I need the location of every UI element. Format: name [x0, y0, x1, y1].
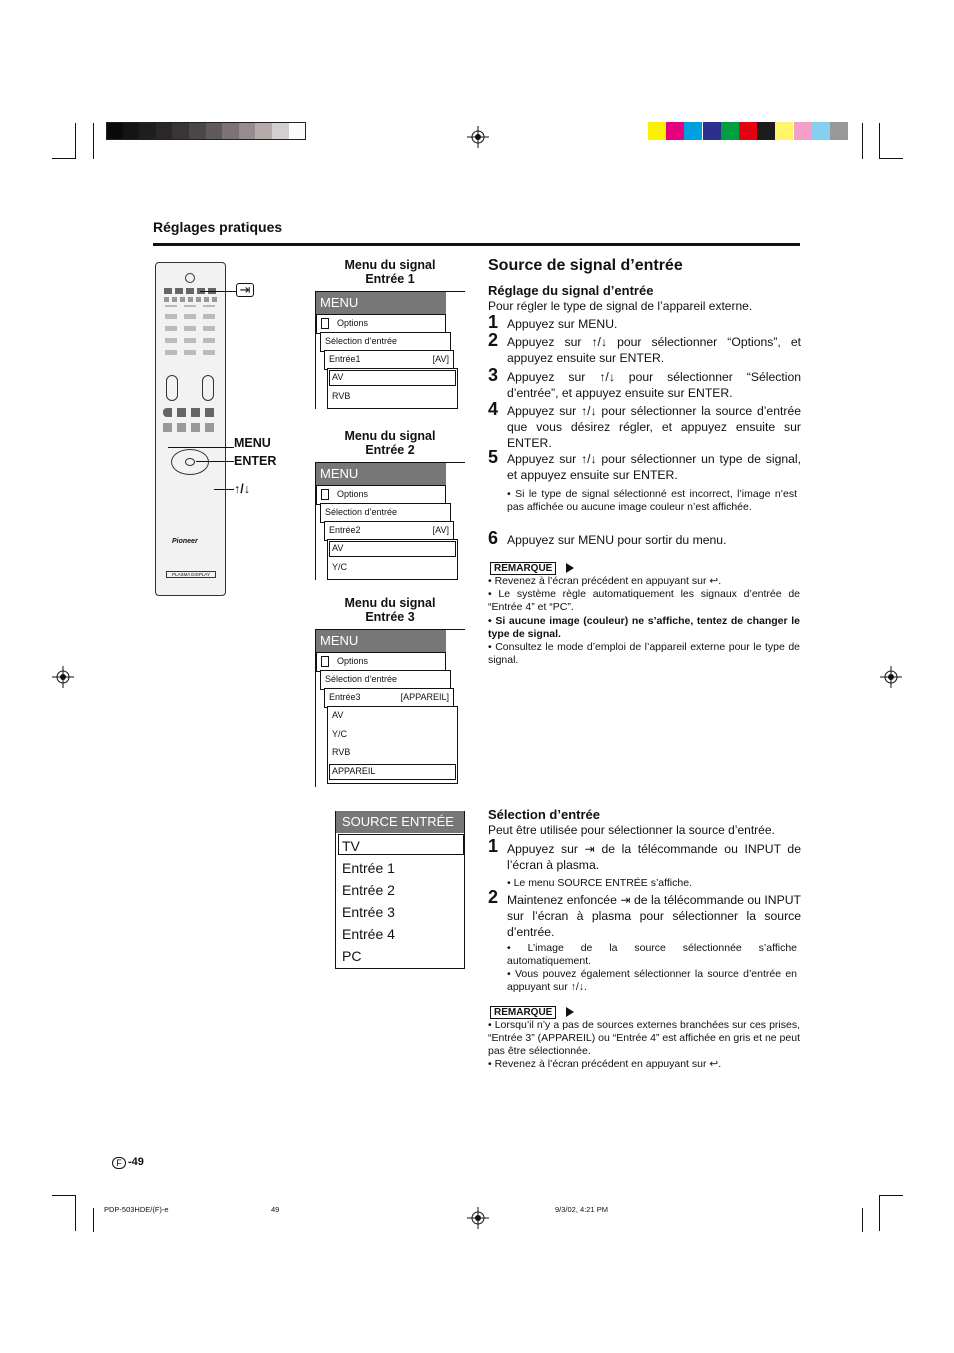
signal-type-item: RVB — [332, 747, 351, 757]
source-menu-item: Entrée 2 — [342, 882, 395, 898]
menu-caption — [310, 429, 470, 457]
menu-buttons-row — [163, 423, 219, 432]
crop-mark — [93, 123, 94, 159]
menu-caption-line: Entrée 1 — [365, 272, 415, 286]
source-menu-item: Entrée 1 — [342, 860, 395, 876]
color-buttons-row — [163, 408, 219, 417]
selection-step-1-text: Appuyez sur ⇥ de la télécommande ou INPUT de l’écran à plasma. — [507, 842, 801, 872]
entry-box — [324, 350, 454, 370]
section-heading: Réglages pratiques — [153, 219, 283, 235]
menu-caption-line: Entrée 3 — [365, 610, 415, 624]
crop-mark — [93, 1208, 94, 1232]
entry-value: [APPAREIL] — [400, 692, 449, 702]
input-button-icon: ⇥ — [236, 283, 254, 297]
selection-note: • Lorsqu’il n’y a pas de sources externes branchées sur ces prises, “Entrée 3” (APPAREIL) ou “Entrée 4” est affichée en gris et ne peut pas être sélectionnée. — [488, 1019, 800, 1057]
selection-box — [320, 332, 451, 352]
selection-remarque-label: REMARQUE — [490, 1006, 556, 1019]
reglage-note: • Si aucune image (couleur) ne s’affiche, tentez de changer le type de signal. — [488, 615, 801, 640]
menu-header: MENU — [316, 292, 446, 314]
crop-mark — [862, 1208, 863, 1232]
step-text: Appuyez sur MENU pour sortir du menu. — [507, 533, 727, 547]
crop-mark — [75, 123, 76, 159]
source-menu-item: TV — [342, 838, 360, 854]
menu-caption-line: Menu du signal — [344, 429, 436, 443]
options-icon — [321, 489, 329, 500]
step-text: Appuyez sur ↑/↓ pour sélectionner “Sélection d’entrée”, et appuyez ensuite sur ENTER. — [507, 370, 801, 400]
color-swatch — [721, 122, 739, 140]
selection-label: Sélection d’entrée — [325, 336, 398, 346]
power-button — [185, 273, 195, 283]
enter-key — [185, 458, 195, 466]
step-number: 1 — [488, 312, 499, 332]
color-swatch — [794, 122, 812, 140]
signal-type-item: AV — [332, 543, 344, 553]
remarque-arrow-icon — [566, 1007, 574, 1017]
options-icon — [321, 656, 329, 667]
step-5-bullet: • Si le type de signal sélectionné est incorrect, l’image n’est pas affichée ou aucune image couleur n’est affichée. — [507, 488, 797, 513]
menu-callout-line — [168, 447, 234, 448]
signal-type-item: AV — [332, 372, 344, 382]
remote-control — [155, 262, 226, 596]
selection-step-2-bullet: • L’image de la source sélectionnée s’affiche automatiquement. — [507, 942, 798, 967]
page-number: -49 — [128, 1156, 144, 1168]
color-swatch — [812, 122, 830, 140]
page-letter-badge: F — [112, 1157, 126, 1169]
color-swatch — [648, 122, 666, 140]
menu-caption — [310, 258, 470, 286]
remarque-arrow-icon — [566, 563, 574, 573]
entry-label: Entrée2 — [329, 525, 361, 535]
reglage-subtitle: Réglage du signal d’entrée — [488, 283, 654, 298]
selection-box — [320, 503, 451, 523]
entry-value: [AV] — [432, 354, 449, 364]
crop-mark — [879, 123, 880, 159]
entry-label: Entrée3 — [329, 692, 361, 702]
color-swatch — [666, 122, 684, 140]
reglage-note: • Le système règle automatiquement les signaux d’entrée de “Entrée 4” et “PC”. — [488, 588, 800, 613]
menu-caption-line: Menu du signal — [344, 258, 436, 272]
arrows-callout: ↑/↓ — [234, 482, 250, 496]
selection-step-1-number: 1 — [488, 836, 499, 856]
input-callout-line — [200, 291, 236, 292]
footer-page: 49 — [271, 1205, 280, 1214]
options-box — [316, 485, 446, 505]
step-text: Appuyez sur ↑/↓ pour sélectionner un type de signal, et appuyez ensuite sur ENTER. — [507, 452, 801, 482]
color-swatch — [830, 122, 848, 140]
selection-subtitle: Sélection d’entrée — [488, 807, 600, 822]
step-number: 3 — [488, 365, 499, 385]
menu-caption-line: Menu du signal — [344, 596, 436, 610]
header-rule — [153, 243, 800, 246]
menu-header: MENU — [316, 463, 446, 485]
step-text: Appuyez sur ↑/↓ pour sélectionner “Options”, et appuyez ensuite sur ENTER. — [507, 335, 801, 365]
arrows-callout-line — [214, 489, 234, 490]
signal-type-item: Y/C — [332, 728, 348, 739]
menu-header: MENU — [316, 630, 446, 652]
options-label: Options — [337, 656, 369, 666]
signal-type-item: RVB — [332, 390, 351, 401]
color-swatch — [757, 122, 775, 140]
selection-step-2-text: Maintenez enfoncée ⇥ de la télécommande ou INPUT sur l’écran à plasma pour sélectionner la source d’entrée. — [507, 893, 801, 939]
step-text: Appuyez sur MENU. — [507, 317, 618, 331]
signal-type-item: AV — [332, 710, 344, 720]
reglage-remarque-label: REMARQUE — [490, 562, 556, 575]
selection-label: Sélection d’entrée — [325, 507, 398, 517]
options-label: Options — [337, 489, 369, 499]
options-icon — [321, 318, 329, 329]
step-number: 6 — [488, 528, 499, 548]
reglage-intro: Pour régler le type de signal de l’appareil externe. — [488, 299, 753, 313]
menu-caption — [310, 596, 470, 624]
type-highlight — [329, 541, 456, 557]
entry-box — [324, 688, 454, 708]
selection-box — [320, 670, 451, 690]
options-box — [316, 652, 446, 672]
gray-swatch-outline — [106, 122, 306, 140]
remote-brand-logo: Pioneer — [172, 538, 198, 545]
registration-mark-icon — [467, 1207, 489, 1229]
color-swatch — [703, 122, 721, 140]
menu-callout: MENU — [234, 436, 271, 450]
selection-step-2-bullet: • Vous pouvez également sélectionner la source d’entrée en appuyant sur ↑/↓. — [507, 968, 797, 993]
page-title: Source de signal d’entrée — [488, 257, 683, 274]
step-number: 2 — [488, 330, 499, 350]
reglage-note: • Consultez le mode d’emploi de l’appareil externe pour le type de signal. — [488, 641, 800, 666]
registration-mark-icon — [52, 666, 74, 688]
color-swatch — [739, 122, 757, 140]
entry-value: [AV] — [432, 525, 449, 535]
selection-label: Sélection d’entrée — [325, 674, 398, 684]
registration-mark-icon — [880, 666, 902, 688]
crop-mark — [879, 1195, 903, 1196]
channel-rocker — [202, 375, 214, 401]
crop-mark — [75, 1195, 76, 1231]
step-text: Appuyez sur ↑/↓ pour sélectionner la source d’entrée que vous désirez régler, et appuyez ensuite sur ENTER. — [507, 404, 801, 450]
signal-type-item: APPAREIL — [332, 765, 376, 776]
selection-step-2-number: 2 — [488, 887, 499, 907]
source-menu-item: Entrée 3 — [342, 904, 395, 920]
options-box — [316, 314, 446, 334]
menu-caption-line: Entrée 2 — [365, 443, 415, 457]
crop-mark — [52, 158, 76, 159]
crop-mark — [879, 1195, 880, 1231]
crop-mark — [52, 1195, 76, 1196]
color-swatch — [775, 122, 793, 140]
source-menu-item: Entrée 4 — [342, 926, 395, 942]
reglage-note: • Revenez à l’écran précédent en appuyant sur ↩. — [488, 575, 722, 587]
step-number: 4 — [488, 399, 499, 419]
selection-intro: Peut être utilisée pour sélectionner la source d’entrée. — [488, 823, 775, 837]
plasma-display-label: PLASMA DISPLAY — [166, 571, 216, 578]
enter-callout: ENTER — [234, 454, 277, 468]
footer-file: PDP-503HDE/(F)-e — [104, 1205, 169, 1214]
entry-label: Entrée1 — [329, 354, 361, 364]
signal-type-item: Y/C — [332, 561, 348, 572]
entry-box — [324, 521, 454, 541]
step-number: 5 — [488, 447, 499, 467]
selection-note: • Revenez à l’écran précédent en appuyant sur ↩. — [488, 1058, 722, 1070]
crop-mark — [862, 123, 863, 159]
options-label: Options — [337, 318, 369, 328]
type-highlight — [329, 370, 456, 386]
source-menu-item: PC — [342, 948, 362, 964]
enter-callout-line — [196, 461, 234, 462]
crop-mark — [879, 158, 903, 159]
function-keys-row — [164, 297, 218, 302]
footer-date: 9/3/02, 4:21 PM — [555, 1205, 608, 1214]
color-swatch — [684, 122, 702, 140]
navigation-pad — [171, 449, 209, 475]
volume-rocker — [166, 375, 178, 401]
registration-mark-icon — [467, 126, 489, 148]
number-keypad — [165, 305, 215, 355]
source-menu-header: SOURCE ENTRÉE — [336, 811, 464, 833]
selection-step-1-bullet: • Le menu SOURCE ENTRÉE s’affiche. — [507, 877, 692, 889]
